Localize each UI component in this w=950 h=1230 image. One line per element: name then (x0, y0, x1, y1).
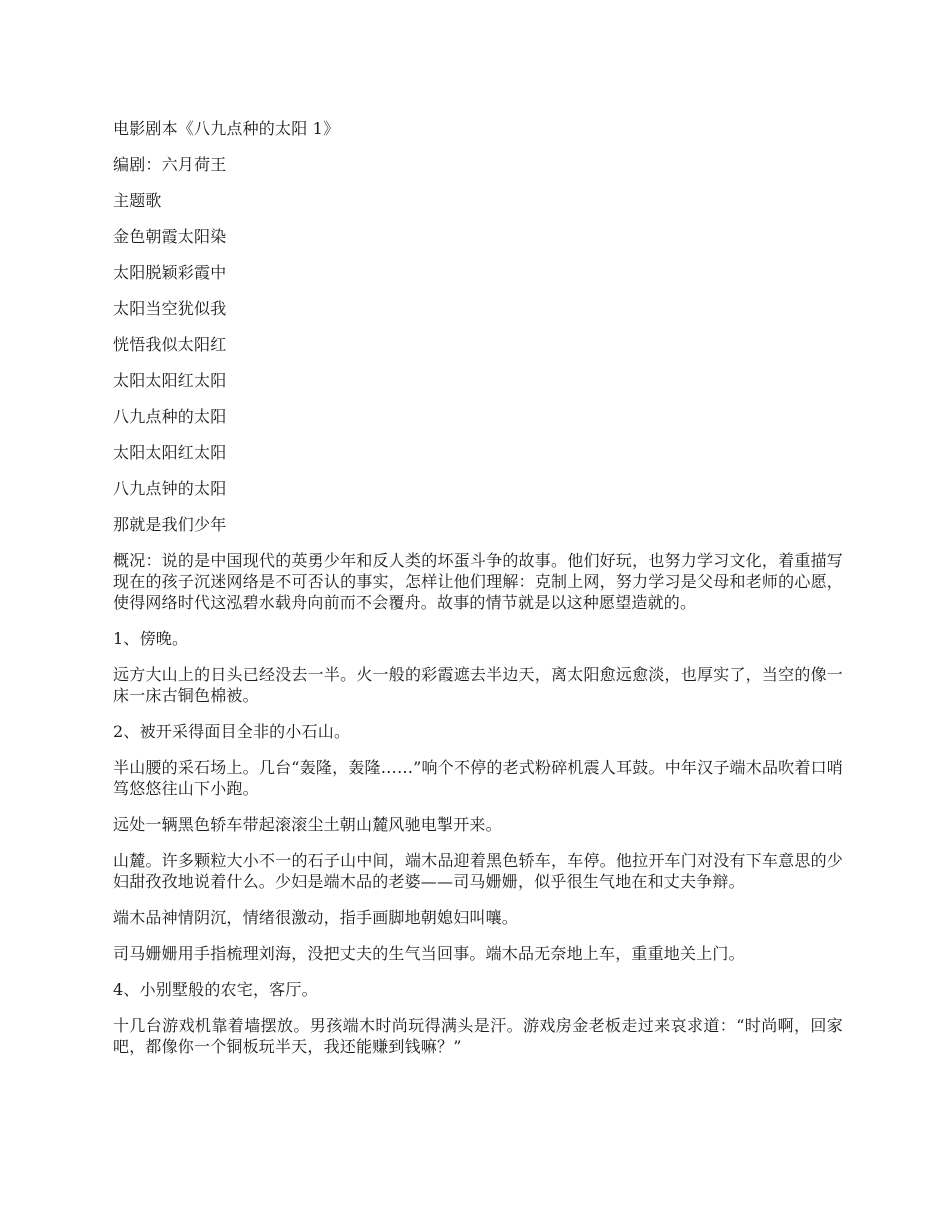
song-line: 金色朝霞太阳染 (113, 227, 227, 246)
song-line: 那就是我们少年 (113, 515, 227, 534)
scene-paragraph: 十几台游戏机靠着墙摆放。男孩端木时尚玩得满头是汗。游戏房金老板走过来哀求道：“时尚啊，回家吧，都像你一个铜板玩半天，我还能赚到钱嘛？” (113, 1016, 843, 1056)
song-line: 太阳太阳红太阳 (113, 371, 227, 390)
scene-paragraph: 半山腰的采石场上。几台“轰隆，轰隆……”响个不停的老式粉碎机震人耳鼓。中年汉子端木品吹着口哨笃悠悠往山下小跑。 (113, 758, 843, 798)
song-line: 太阳当空犹似我 (113, 299, 227, 318)
scene-paragraph: 远处一辆黑色轿车带起滚滚尘土朝山麓风驰电掣开来。 (113, 815, 502, 834)
song-line: 太阳太阳红太阳 (113, 443, 227, 462)
song-line: 八九点种的太阳 (113, 407, 227, 426)
song-line: 太阳脱颖彩霞中 (113, 263, 227, 282)
author-line: 编剧：六月荷王 (113, 155, 227, 174)
scene-paragraph: 司马姗姗用手指梳理刘海，没把丈夫的生气当回事。端木品无奈地上车，重重地关上门。 (113, 944, 745, 963)
song-line: 恍悟我似太阳红 (113, 335, 227, 354)
document-title: 电影剧本《八九点种的太阳 1》 (113, 119, 340, 138)
song-heading: 主题歌 (113, 191, 162, 210)
song-line: 八九点钟的太阳 (113, 479, 227, 498)
scene-paragraph: 端木品神情阴沉，情绪很激动，指手画脚地朝媳妇叫嚷。 (113, 908, 519, 927)
summary-paragraph: 概况：说的是中国现代的英勇少年和反人类的坏蛋斗争的故事。他们好玩，也努力学习文化，着重描写现在的孩子沉迷网络是不可否认的事实，怎样让他们理解：克制上网，努力学习是父母和老师的心愿，使得网络时代这泓碧水载舟向前而不会覆舟。故事的情节就是以这种愿望造就的。 (113, 551, 843, 612)
scene-heading: 4、小别墅般的农宅，客厅。 (113, 980, 318, 999)
scene-heading: 1、傍晚。 (113, 629, 189, 648)
document-body (113, 118, 843, 1072)
scene-paragraph: 山麓。许多颗粒大小不一的石子山中间，端木品迎着黑色轿车，车停。他拉开车门对没有下车意思的少妇甜孜孜地说着什么。少妇是端木品的老婆——司马姗姗，似乎很生气地在和丈夫争辩。 (113, 851, 843, 891)
scene-paragraph: 远方大山上的日头已经没去一半。火一般的彩霞遮去半边天，离太阳愈远愈淡，也厚实了，当空的像一床一床古铜色棉被。 (113, 665, 843, 705)
scene-heading: 2、被开采得面目全非的小石山。 (113, 722, 351, 741)
